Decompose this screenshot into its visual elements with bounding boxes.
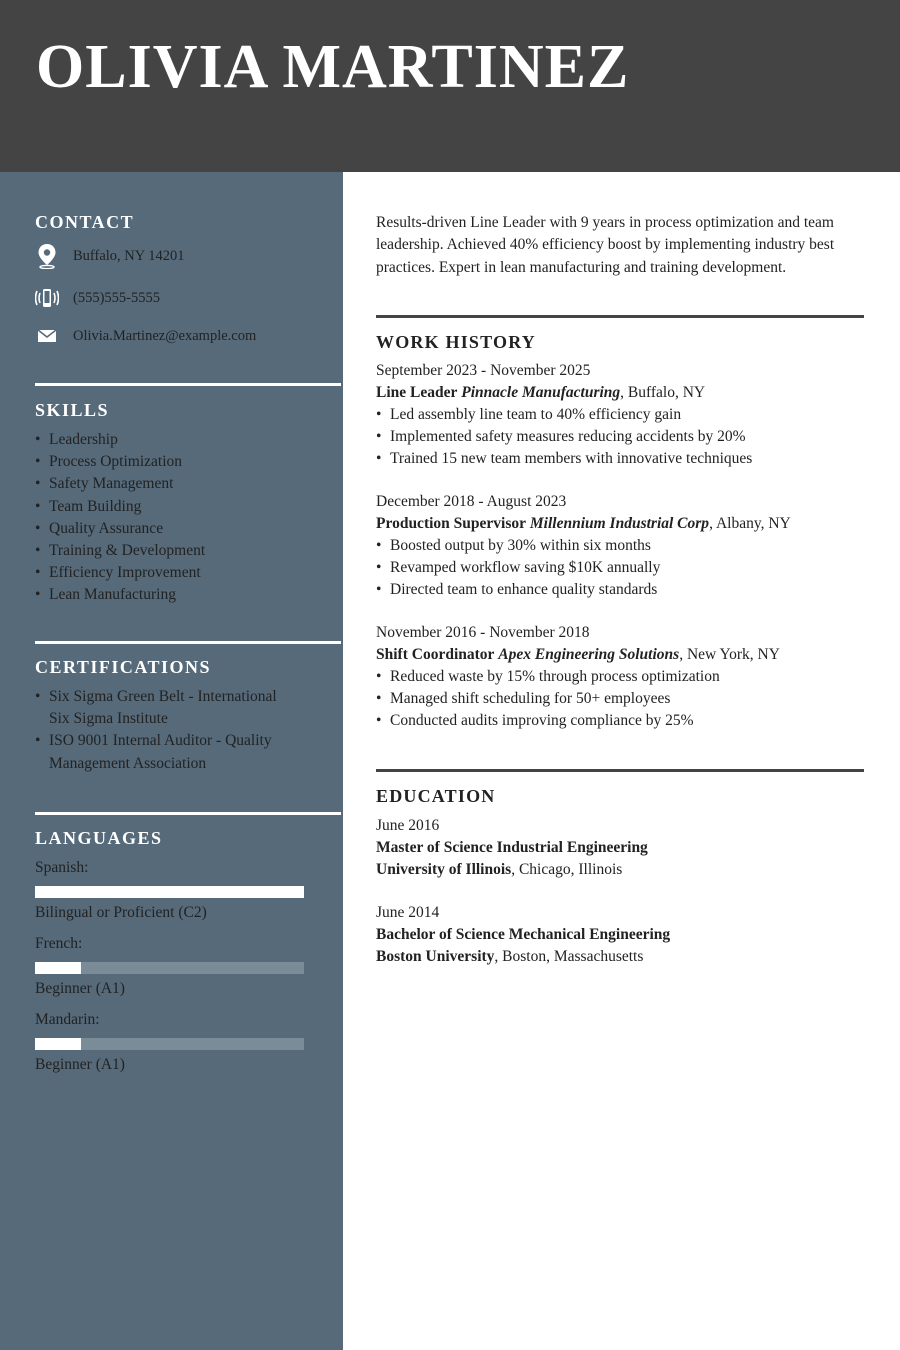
candidate-name: OLIVIA MARTINEZ	[36, 33, 630, 101]
skills-section	[35, 399, 341, 607]
contact-address	[35, 244, 341, 268]
list-item: • Quality Assurance	[35, 518, 341, 540]
proficiency-fill	[35, 962, 81, 974]
address-text: Buffalo, NY 14201	[73, 247, 185, 264]
certifications-list	[35, 686, 295, 775]
language-level: Beginner (A1)	[35, 1056, 125, 1073]
proficiency-fill	[35, 886, 304, 898]
job-bullets	[376, 404, 864, 470]
summary-section	[376, 212, 864, 279]
education-school-line	[376, 946, 864, 968]
main-divider	[376, 769, 864, 772]
sidebar-divider	[35, 641, 341, 644]
education-section	[376, 785, 864, 968]
list-item: • Trained 15 new team members with innovative techniques	[376, 448, 864, 470]
list-item: • Lean Manufacturing	[35, 584, 341, 606]
education-location: , Chicago, Illinois	[511, 861, 623, 878]
list-item: • Training & Development	[35, 540, 341, 562]
job-dates: December 2018 - August 2023	[376, 493, 567, 510]
email-text[interactable]: Olivia.Martinez@example.com	[73, 327, 257, 344]
job-entry	[376, 360, 864, 470]
list-item: • Safety Management	[35, 473, 341, 495]
education-title: EDUCATION	[376, 786, 496, 806]
education-degree: Master of Science Industrial Engineering	[376, 839, 648, 856]
header-banner	[0, 0, 900, 172]
proficiency-fill	[35, 1038, 81, 1050]
job-dates: September 2023 - November 2025	[376, 362, 591, 379]
proficiency-bar	[35, 1038, 304, 1050]
list-item: • Implemented safety measures reducing accidents by 20%	[376, 426, 864, 448]
contact-phone	[35, 286, 341, 310]
list-item: • Directed team to enhance quality standards	[376, 579, 864, 601]
list-item: • Reduced waste by 15% through process optimization	[376, 666, 864, 688]
language-item-french	[35, 934, 341, 999]
languages-section	[35, 827, 341, 1075]
job-role: Production Supervisor	[376, 515, 526, 532]
education-entry	[376, 902, 864, 968]
language-item-mandarin	[35, 1010, 341, 1075]
education-entry	[376, 815, 864, 881]
education-school: Boston University	[376, 948, 495, 965]
main-divider	[376, 315, 864, 318]
list-item: • Managed shift scheduling for 50+ employees	[376, 688, 864, 710]
list-item: • Led assembly line team to 40% efficiency gain	[376, 404, 864, 426]
summary-text: Results-driven Line Leader with 9 years in process optimization and team leadership. Achieved 40% efficiency boost by implementing industry best practices. Expert in lean manufacturing and training development.	[376, 214, 835, 276]
proficiency-bar	[35, 886, 304, 898]
contact-email	[35, 324, 341, 348]
work-history-section	[376, 331, 864, 732]
language-level: Bilingual or Proficient (C2)	[35, 904, 207, 921]
job-heading	[376, 644, 864, 666]
list-item: • Efficiency Improvement	[35, 562, 341, 584]
list-item: • Leadership	[35, 429, 341, 451]
education-school-line	[376, 859, 864, 881]
skills-list	[35, 429, 341, 607]
education-degree: Bachelor of Science Mechanical Engineering	[376, 926, 671, 943]
education-location: , Boston, Massachusetts	[494, 948, 644, 965]
job-bullets	[376, 535, 864, 601]
languages-title: LANGUAGES	[35, 828, 163, 848]
certifications-title: CERTIFICATIONS	[35, 657, 212, 677]
list-item: • Team Building	[35, 496, 341, 518]
phone-icon	[35, 286, 59, 310]
envelope-icon	[35, 324, 59, 348]
job-entry	[376, 491, 864, 601]
language-name: Mandarin:	[35, 1011, 100, 1028]
education-date: June 2016	[376, 817, 440, 834]
list-item: • Conducted audits improving compliance by 25%	[376, 710, 864, 732]
list-item: • Six Sigma Green Belt - International Six Sigma Institute	[35, 686, 295, 730]
proficiency-bar	[35, 962, 304, 974]
job-entry	[376, 622, 864, 732]
certifications-section	[35, 656, 341, 775]
job-heading	[376, 382, 864, 404]
language-name: Spanish:	[35, 859, 89, 876]
list-item: • Revamped workflow saving $10K annually	[376, 557, 864, 579]
job-company: Apex Engineering Solutions	[498, 646, 680, 663]
sidebar-divider	[35, 812, 341, 815]
work-history-title: WORK HISTORY	[376, 332, 536, 352]
list-item: • ISO 9001 Internal Auditor - Quality Management Association	[35, 730, 295, 774]
education-date: June 2014	[376, 904, 440, 921]
job-dates: November 2016 - November 2018	[376, 624, 590, 641]
language-item-spanish	[35, 858, 341, 923]
contact-section	[35, 211, 341, 348]
phone-text: (555)555-5555	[73, 289, 160, 306]
job-role: Line Leader	[376, 384, 458, 401]
job-location: , Albany, NY	[709, 515, 791, 532]
location-pin-icon	[35, 244, 59, 268]
skills-title: SKILLS	[35, 400, 110, 420]
contact-title: CONTACT	[35, 212, 135, 232]
job-heading	[376, 513, 864, 535]
job-company: Pinnacle Manufacturing	[461, 384, 621, 401]
language-name: French:	[35, 935, 83, 952]
language-level: Beginner (A1)	[35, 980, 125, 997]
education-school: University of Illinois	[376, 861, 512, 878]
job-role: Shift Coordinator	[376, 646, 495, 663]
job-bullets	[376, 666, 864, 732]
list-item: • Boosted output by 30% within six months	[376, 535, 864, 557]
job-location: , Buffalo, NY	[620, 384, 706, 401]
job-location: , New York, NY	[679, 646, 780, 663]
list-item: • Process Optimization	[35, 451, 341, 473]
job-company: Millennium Industrial Corp	[529, 515, 710, 532]
sidebar-divider	[35, 383, 341, 386]
